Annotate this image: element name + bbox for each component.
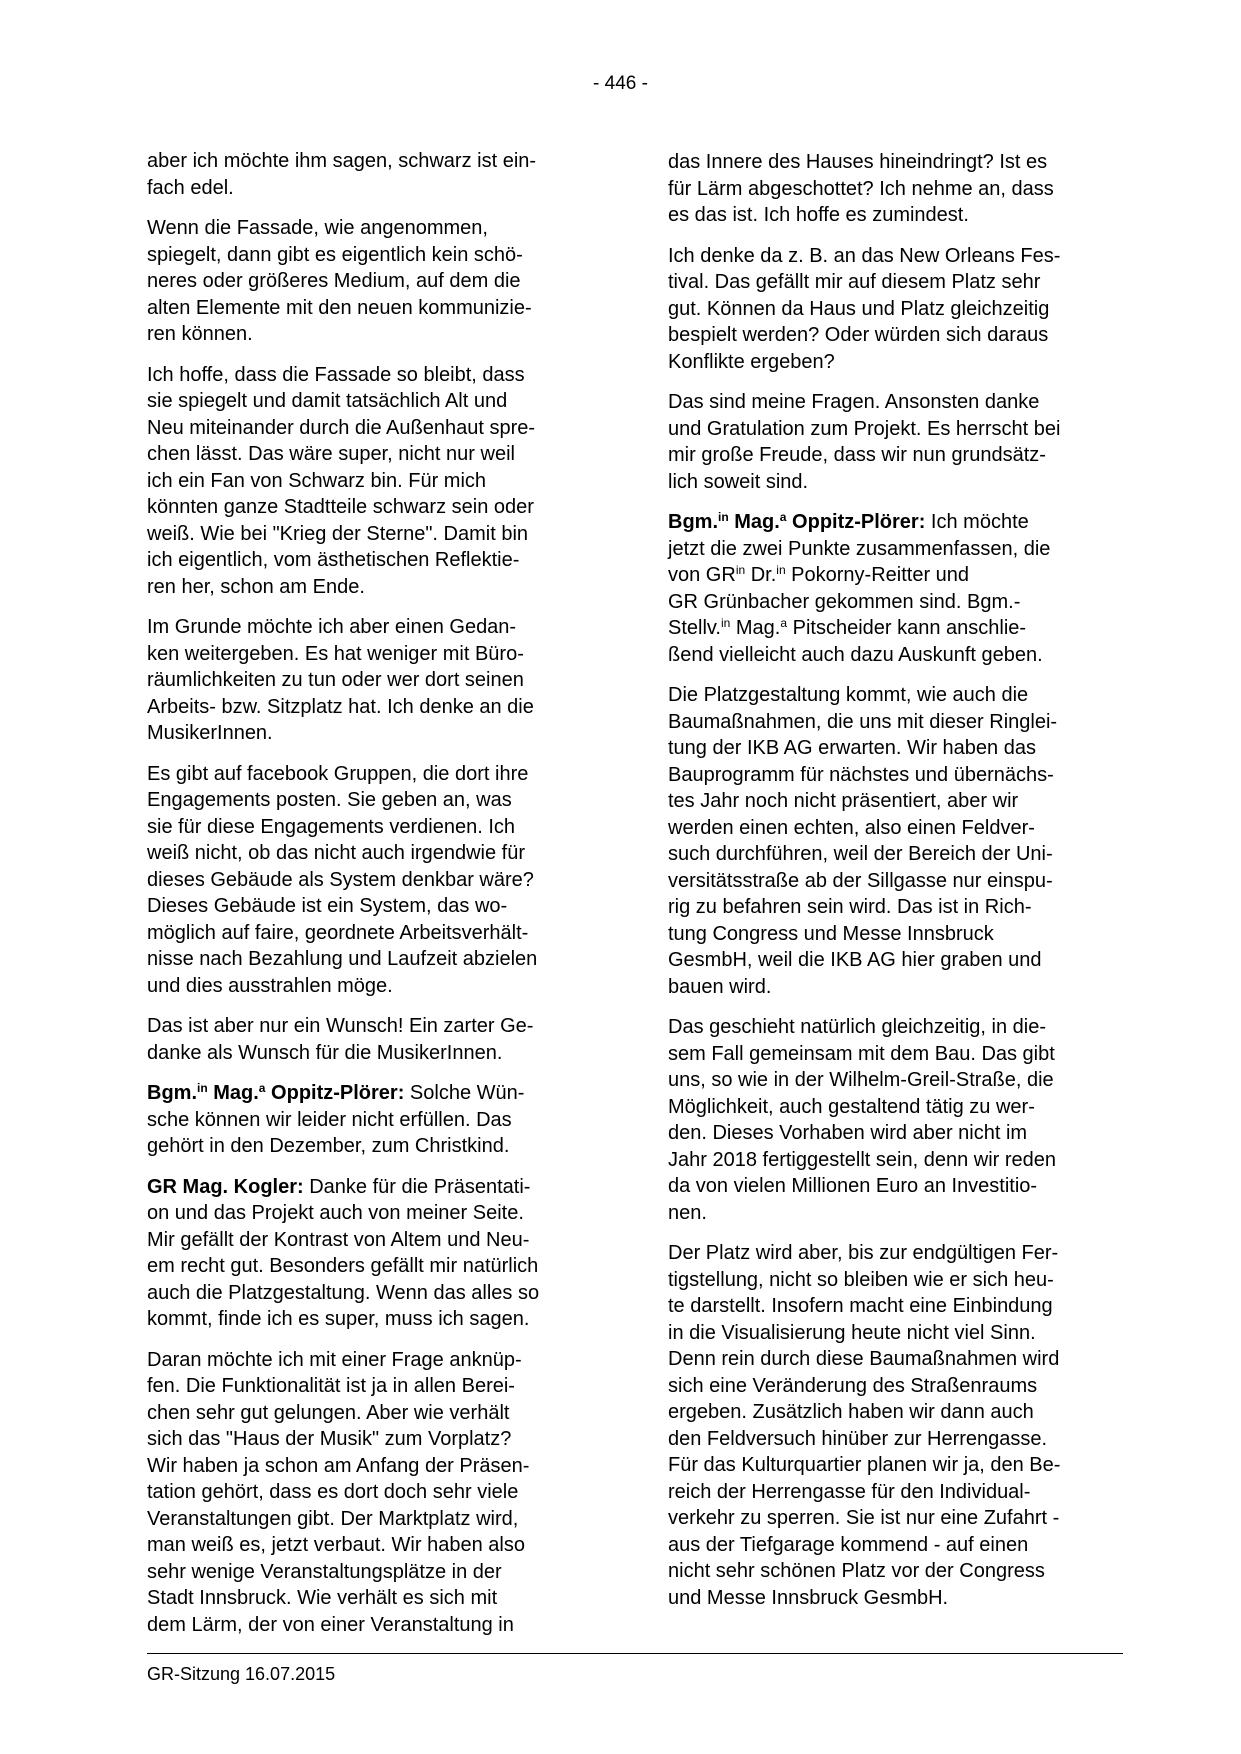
paragraph: das Innere des Hauses hineindringt? Ist es für Lärm abgeschottet? Ich nehme an, dass es das ist. Ich hoffe es zumindest. bbox=[668, 151, 1054, 226]
page-number: - 446 - bbox=[593, 73, 648, 94]
title-suffix: in bbox=[776, 562, 786, 577]
speaker-name: GR Mag. Kogler: bbox=[147, 1175, 304, 1198]
paragraph: Daran möchte ich mit einer Frage anknüp- fen. Die Funktionalität ist ja in allen Berei- chen sehr gut gelungen. Aber wie verhält sich das "Haus der Musik" zum Vorplatz? Wir haben ja schon am Anfang der Präsen- tation gehört, dass es dort doch sehr viele Veranstaltungen gibt. Der Marktplatz wird, man weiß es, jetzt verbaut. Wir haben also sehr wenige Veranstaltungsplätze in der Stadt Innsbruck. Wie verhält es sich mit dem Lärm, der von einer Veranstaltung in bbox=[147, 1348, 530, 1636]
paragraph: Ich denke da z. B. an das New Orleans Fes- tival. Das gefällt mir auf diesem Platz sehr gut. Können da Haus und Platz gleichzeitig bespielt werden? Oder würden sich daraus Konflikte ergeben? bbox=[668, 244, 1061, 373]
speech-text: Ich möchte jetzt die zwei Punkte zusammenfassen, die von GR bbox=[668, 511, 1051, 586]
right-column bbox=[668, 149, 1128, 1625]
title-suffix: a bbox=[780, 615, 788, 630]
speaker-title: Bgm. bbox=[147, 1082, 197, 1104]
speaker-surname: Oppitz-Plörer: bbox=[786, 511, 926, 533]
paragraph: Das ist aber nur ein Wunsch! Ein zarter Ge- danke als Wunsch für die MusikerInnen. bbox=[147, 1015, 534, 1064]
speech-paragraph bbox=[147, 1080, 607, 1160]
speech-text: Solche Wün- sche können wir leider nicht erfüllen. Das gehört in den Dezember, zum Christkind. bbox=[147, 1082, 525, 1157]
speech-text: Mag. bbox=[730, 617, 781, 639]
paragraph: Im Grunde möchte ich aber einen Gedan- ken weitergeben. Es hat weniger mit Büro- räumlichkeiten zu tun oder wer dort seinen Arbeits- bzw. Sitzplatz hat. Ich denke an die MusikerInnen. bbox=[147, 616, 534, 744]
speaker-surname: Oppitz-Plörer: bbox=[265, 1082, 405, 1104]
speech-paragraph bbox=[147, 1174, 607, 1333]
speaker-title: Bgm. bbox=[668, 511, 718, 533]
title-suffix: in bbox=[718, 509, 729, 524]
speaker-name bbox=[147, 1082, 404, 1104]
paragraph: Das sind meine Fragen. Ansonsten danke und Gratulation zum Projekt. Es herrscht bei mir große Freude, dass wir nun grundsätz- lich soweit sind. bbox=[668, 391, 1061, 493]
speech-paragraph bbox=[668, 509, 1128, 668]
speaker-title: Mag. bbox=[728, 511, 780, 533]
speaker-title: Mag. bbox=[207, 1082, 259, 1104]
paragraph: aber ich möchte ihm sagen, schwarz ist ein- fach edel. bbox=[147, 150, 537, 199]
title-suffix: a bbox=[779, 509, 787, 524]
left-column bbox=[147, 148, 607, 1652]
speech-text: Pitscheider kann anschlie- ßend vielleicht auch dazu Auskunft geben. bbox=[668, 617, 1043, 666]
footer-divider bbox=[147, 1653, 1123, 1654]
paragraph: Die Platzgestaltung kommt, wie auch die Baumaßnahmen, die uns mit dieser Ringlei- tung der IKB AG erwarten. Wir haben das Bauprogramm für nächstes und übernächs- tes Jahr noch nicht präsentiert, aber wir werden einen echten, also einen Feldver- such durchführen, weil der Bereich der Uni- versitätsstraße ab der Sillgasse nur einspu- rig zu befahren sein wird. Das ist in Rich- tung Congress und Messe Innsbruck GesmbH, weil die IKB AG hier graben und bauen wird. bbox=[668, 684, 1058, 998]
paragraph: Der Platz wird aber, bis zur endgültigen Fer- tigstellung, nicht so bleiben wie er sich heu- te darstellt. Insofern macht eine Einbindung in die Visualisierung heute nicht viel Sinn. Denn rein durch diese Baumaßnahmen wird sich eine Veränderung des Straßenraums ergeben. Zusätzlich haben wir dann auch den Feldversuch hinüber zur Herrengasse. Für das Kulturquartier planen wir ja, den Be- reich der Herrengasse für den Individual- verkehr zu sperren. Sie ist nur eine Zufahrt - aus der Tiefgarage kommend - auf einen nicht sehr schönen Platz vor der Congress und Messe Innsbruck GesmbH. bbox=[668, 1242, 1061, 1609]
title-suffix: a bbox=[258, 1080, 266, 1095]
paragraph: Das geschieht natürlich gleichzeitig, in die- sem Fall gemeinsam mit dem Bau. Das gibt uns, so wie in der Wilhelm-Greil-Straße, die Möglichkeit, auch gestaltend tätig zu wer- den. Dieses Vorhaben wird aber nicht im Jahr 2018 fertiggestellt sein, denn wir reden da von vielen Millionen Euro an Investitio- nen. bbox=[668, 1016, 1057, 1224]
speech-text: Dr. bbox=[745, 564, 777, 586]
title-suffix: in bbox=[720, 615, 731, 630]
paragraph: Wenn die Fassade, wie angenommen, spiegelt, dann gibt es eigentlich kein schö- neres oder größeres Medium, auf dem die alten Elemente mit den neuen kommunizie- ren können. bbox=[147, 217, 532, 345]
title-suffix: in bbox=[735, 562, 746, 577]
paragraph: Ich hoffe, dass die Fassade so bleibt, dass sie spiegelt und damit tatsächlich Alt und Neu miteinander durch die Außenhaut spre- chen lässt. Das wäre super, nicht nur weil ich ein Fan von Schwarz bin. Für mich könnten ganze Stadtteile schwarz sein oder weiß. Wie bei "Krieg der Sterne". Damit bin ich eigentlich, vom ästhetischen Reflektie- ren her, schon am Ende. bbox=[147, 363, 536, 598]
paragraph: Es gibt auf facebook Gruppen, die dort ihre Engagements posten. Sie geben an, was sie für diese Engagements verdienen. Ich weiß nicht, ob das nicht auch irgendwie für dieses Gebäude als System denkbar wäre? Dieses Gebäude ist ein System, das wo- möglich auf faire, geordnete Arbeitsverhält- nisse nach Bezahlung und Laufzeit abzielen und dies ausstrahlen möge. bbox=[147, 762, 538, 997]
speech-text: Danke für die Präsentati- on und das Projekt auch von meiner Seite. Mir gefällt der Kontrast von Altem und Neu- em recht gut. Besonders gefällt mir natürlich auch die Platzgestaltung. Wenn das alles so kommt, finde ich es super, muss ich sagen. bbox=[147, 1175, 540, 1330]
speech-text: Pokorny-Reitter und GR Grünbacher gekommen sind. Bgm.- Stellv. bbox=[668, 564, 1021, 639]
footer-session-date: GR-Sitzung 16.07.2015 bbox=[147, 1664, 336, 1684]
title-suffix: in bbox=[197, 1080, 208, 1095]
speaker-name bbox=[668, 511, 925, 533]
